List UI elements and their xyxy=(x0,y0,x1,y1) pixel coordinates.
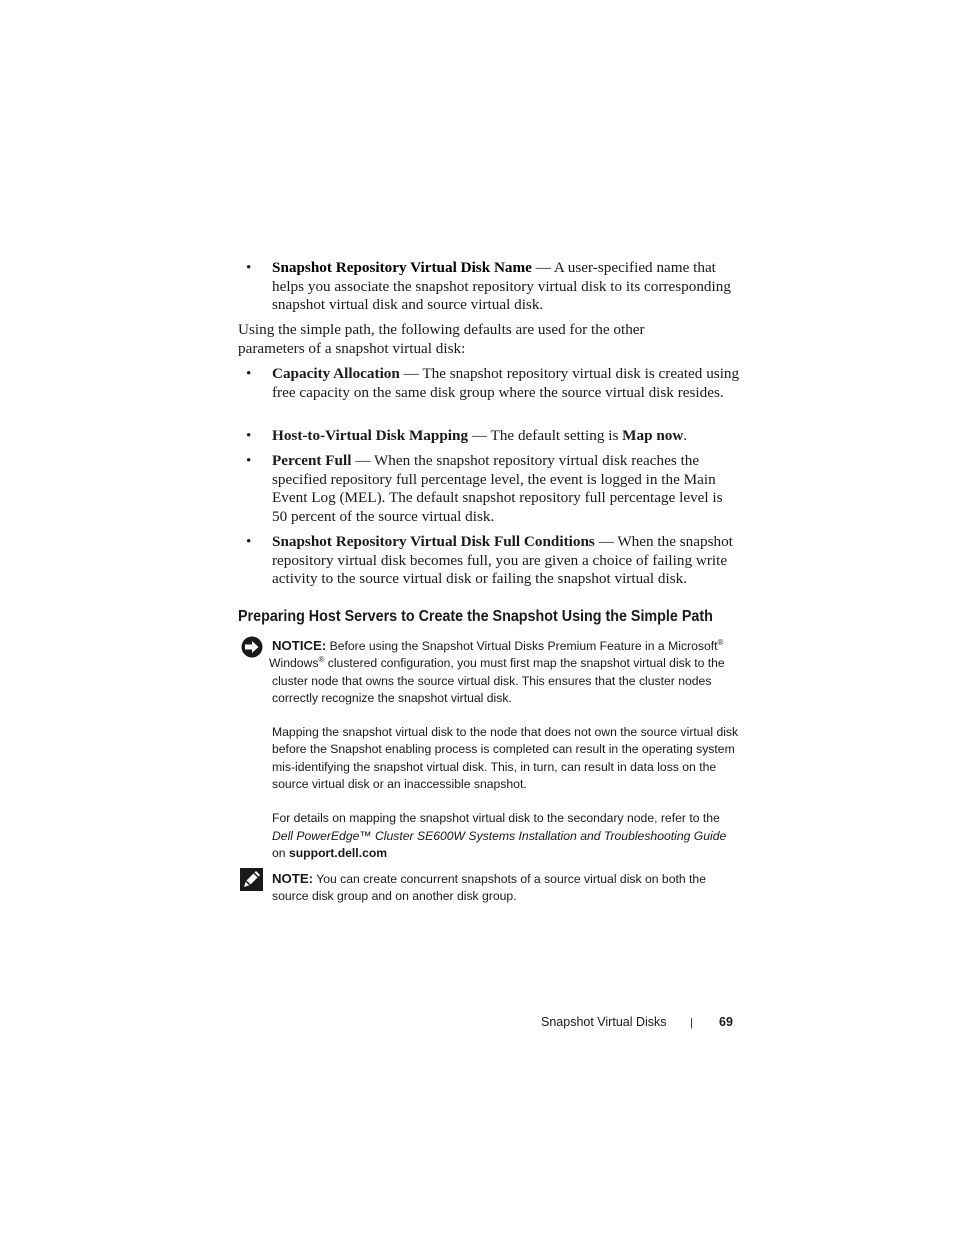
bullet-text-end: . xyxy=(683,427,688,444)
bullet-text: — When the snapshot repository virtual disk becomes full, you are given a choice of failing write activity to the source virtual disk or failing the snapshot virtual disk. xyxy=(272,533,733,588)
notice-paragraph-3 xyxy=(272,810,742,862)
notice-paragraph-2: Mapping the snapshot virtual disk to the node that does not own the source virtual disk before the Snapshot enabling process is completed can result in the operating system mis-identifying the snapshot virtual disk. This, in turn, can result in data loss on the source virtual disk or an inaccessible snapshot. xyxy=(272,725,739,792)
bullet-term: Snapshot Repository Virtual Disk Name xyxy=(272,259,532,276)
bullet-term: Host-to-Virtual Disk Mapping xyxy=(272,427,469,444)
note-block xyxy=(272,870,742,923)
guide-title: Dell PowerEdge™ Cluster SE600W Systems Installation and Troubleshooting Guide xyxy=(272,828,727,843)
notice-text: Before using the Snapshot Virtual Disks Premium Feature in a Microsoft xyxy=(326,639,718,653)
footer-section-title: Snapshot Virtual Disks xyxy=(541,1015,667,1029)
bullet-term: Percent Full xyxy=(272,452,352,469)
section-heading: Preparing Host Servers to Create the Snapshot Using the Simple Path xyxy=(238,608,713,625)
notice-label: NOTICE: xyxy=(272,638,327,653)
registered-mark: ® xyxy=(717,637,724,647)
bullet-text: — The snapshot repository virtual disk is created using free capacity on the same disk group where the source virtual disk resides. xyxy=(272,365,740,401)
bullet-dot: • xyxy=(246,533,252,550)
notice-block xyxy=(269,637,742,879)
list-item xyxy=(246,533,740,589)
intro-paragraph: Using the simple path, the following defaults are used for the other parameters of a snapshot virtual disk: xyxy=(238,321,645,357)
bullet-term: Snapshot Repository Virtual Disk Full Conditions xyxy=(272,533,595,550)
list-item xyxy=(246,259,740,315)
notice-paragraph-1 xyxy=(269,637,742,707)
note-paragraph xyxy=(272,870,742,906)
bullet-text: — The default setting is xyxy=(468,427,623,444)
bullet-term-secondary: Map now xyxy=(622,427,684,444)
bullet-text: — When the snapshot repository virtual disk reaches the specified repository full percentage level, the event is logged in the Main Event Log (MEL). The default snapshot repository full percentage level is 50 percent of the source virtual disk. xyxy=(272,452,723,526)
note-text: You can create concurrent snapshots of a source virtual disk on both the source disk group and on another disk group. xyxy=(272,872,706,904)
note-label: NOTE: xyxy=(272,871,314,886)
registered-mark: ® xyxy=(318,655,325,665)
notice-text-windows: Windows xyxy=(269,656,319,671)
bullet-dot: • xyxy=(246,452,252,469)
footer-separator: | xyxy=(690,1017,693,1029)
bullet-term: Capacity Allocation xyxy=(272,365,400,382)
notice-arrow-icon xyxy=(240,636,264,658)
bullet-dot: • xyxy=(246,365,252,382)
note-pencil-icon xyxy=(240,868,263,891)
list-item xyxy=(246,427,740,446)
page-number: 69 xyxy=(719,1015,733,1029)
bullet-dot: • xyxy=(246,427,252,444)
bullet-dot: • xyxy=(246,259,252,276)
notice-on-text: on xyxy=(272,845,289,860)
list-item xyxy=(246,452,740,527)
list-item xyxy=(246,365,740,402)
bullet-text: — A user-specified name that helps you associate the snapshot repository virtual disk to its corresponding snapshot virtual disk and source virtual disk. xyxy=(272,259,731,314)
notice-reference-text: For details on mapping the snapshot virtual disk to the secondary node, refer to the xyxy=(272,811,720,826)
notice-text-rest: clustered configuration, you must first map the snapshot virtual disk to the cluster node that owns the source virtual disk. This ensures that the cluster nodes correctly recognize the snapshot virtual disk. xyxy=(272,656,725,705)
support-link-text: support.dell.com xyxy=(288,845,388,860)
